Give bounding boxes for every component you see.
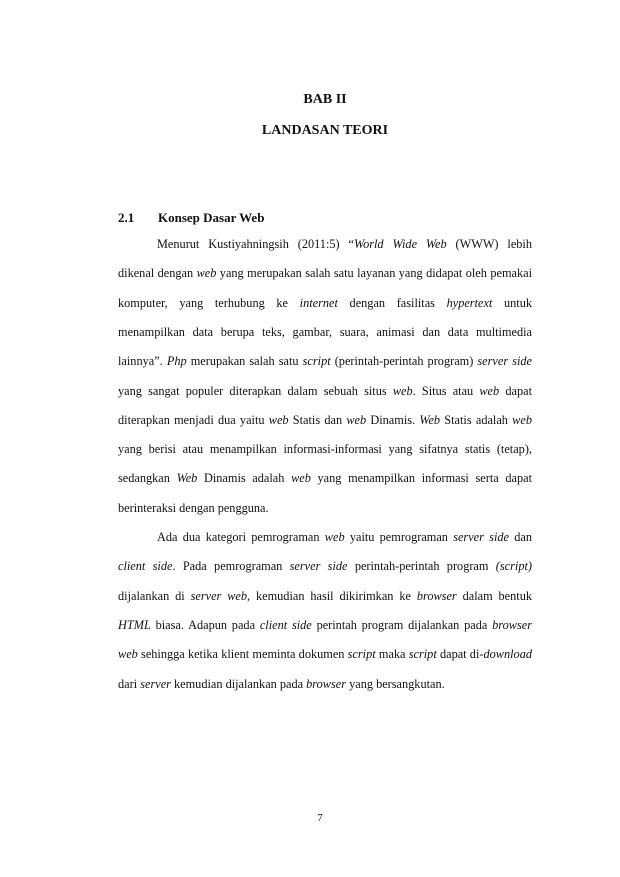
italic-term: browser bbox=[416, 588, 457, 603]
text-run: dan bbox=[508, 530, 532, 544]
text-run: perintah program dijalankan pada bbox=[311, 617, 493, 632]
italic-term: web bbox=[392, 383, 413, 398]
paragraph-1-line bbox=[118, 500, 532, 516]
text-run: maka bbox=[375, 647, 409, 662]
chapter-title: LANDASAN TEORI bbox=[261, 123, 389, 138]
italic-term: web bbox=[512, 412, 532, 427]
text-run: yang menampilkan informasi serta dapat bbox=[310, 471, 532, 486]
paragraph-1-line bbox=[118, 353, 532, 369]
section-number: 2.1 bbox=[118, 210, 135, 225]
italic-term: server side bbox=[477, 354, 533, 369]
text-run: dari bbox=[118, 676, 141, 691]
text-run: (perintah-perintah program) bbox=[330, 354, 478, 369]
paragraph-1-line bbox=[118, 383, 532, 399]
text-run: Ada dua kategori pemrograman bbox=[157, 530, 325, 544]
italic-term: download bbox=[483, 647, 532, 662]
text-run: dapat di- bbox=[436, 647, 484, 662]
paragraph-2-line bbox=[118, 676, 532, 692]
italic-term: client side bbox=[118, 559, 173, 574]
italic-term: Php bbox=[166, 354, 187, 369]
text-run: dikenal dengan bbox=[118, 266, 197, 281]
text-run: Menurut Kustiyahningsih (2011:5) “ bbox=[157, 237, 354, 251]
text-run: untuk bbox=[492, 295, 532, 310]
text-run: Statis adalah bbox=[440, 412, 513, 427]
italic-term: browser bbox=[492, 617, 533, 632]
text-run: diterapkan menjadi dua yaitu bbox=[118, 412, 269, 427]
text-run: . Situs atau bbox=[412, 383, 480, 398]
text-run: yang merupakan salah satu layanan yang didapat oleh pemakai bbox=[216, 266, 532, 281]
text-run: dijalankan di bbox=[118, 588, 191, 603]
paragraph-1-line bbox=[118, 265, 532, 281]
text-run: perintah-perintah program bbox=[347, 559, 496, 574]
chapter-number: BAB II bbox=[303, 92, 347, 107]
italic-term: client side bbox=[259, 617, 312, 632]
italic-term: internet bbox=[299, 295, 338, 310]
text-run: kemudian dijalankan pada bbox=[170, 676, 307, 691]
text-run: berinteraksi dengan pengguna. bbox=[118, 500, 269, 515]
paragraph-1-line bbox=[118, 324, 532, 340]
text-run: (WWW) lebih bbox=[446, 237, 532, 251]
italic-term: server side bbox=[453, 530, 509, 544]
italic-term: web bbox=[268, 412, 289, 427]
section-heading bbox=[118, 210, 264, 226]
text-run: , kemudian hasil dikirimkan ke bbox=[247, 588, 417, 603]
italic-term: web bbox=[118, 647, 138, 662]
paragraph-1-line bbox=[118, 295, 532, 311]
section-title: Konsep Dasar Web bbox=[158, 210, 265, 225]
italic-term: server side bbox=[289, 559, 348, 574]
italic-term: web bbox=[346, 412, 367, 427]
paragraph-2-line bbox=[157, 529, 532, 545]
italic-term: Web bbox=[419, 412, 441, 427]
paragraph-2-line bbox=[118, 558, 532, 574]
italic-term: web bbox=[196, 266, 217, 281]
text-run: yaitu pemrograman bbox=[344, 530, 454, 544]
text-run: yang bersangkutan. bbox=[346, 676, 445, 691]
paragraph-2-line bbox=[118, 617, 532, 633]
text-run: sedangkan bbox=[118, 471, 177, 486]
italic-term: server bbox=[140, 676, 171, 691]
italic-term: hypertext bbox=[446, 295, 493, 310]
italic-term: (script) bbox=[495, 559, 532, 574]
text-run: menampilkan data berupa teks, gambar, suara, animasi dan data multimedia bbox=[118, 324, 532, 339]
italic-term: World Wide Web bbox=[353, 237, 447, 251]
text-run: yang berisi atau menampilkan informasi-informasi yang sifatnya statis (tetap), bbox=[118, 442, 532, 457]
text-run: dapat bbox=[499, 383, 532, 398]
paragraph-2-line bbox=[118, 646, 532, 662]
text-run: Dinamis adalah bbox=[197, 471, 292, 486]
italic-term: script bbox=[302, 354, 331, 369]
italic-term: web bbox=[324, 530, 345, 544]
text-run: sehingga ketika klient meminta dokumen bbox=[137, 647, 348, 662]
italic-term: web bbox=[291, 471, 311, 486]
italic-term: Web bbox=[176, 471, 198, 486]
page-number: 7 bbox=[317, 812, 323, 824]
italic-term: script bbox=[408, 647, 437, 662]
text-run: . Pada pemrograman bbox=[172, 559, 290, 574]
text-run: dalam bentuk bbox=[456, 588, 532, 603]
italic-term: browser bbox=[306, 676, 347, 691]
text-run: biasa. Adapun pada bbox=[150, 617, 260, 632]
text-run: Statis dan bbox=[288, 412, 347, 427]
paragraph-1-line bbox=[118, 441, 532, 457]
paragraph-2-line bbox=[118, 588, 532, 604]
italic-term: HTML bbox=[118, 617, 151, 632]
text-run: komputer, yang terhubung ke bbox=[118, 295, 300, 310]
text-run: merupakan salah satu bbox=[186, 354, 303, 369]
paragraph-1-line bbox=[118, 470, 532, 486]
italic-term: web bbox=[479, 383, 500, 398]
paragraph-1-line bbox=[118, 412, 532, 428]
text-run: lainnya”. bbox=[118, 354, 167, 369]
text-run: dengan fasilitas bbox=[337, 295, 447, 310]
paragraph-1-line bbox=[157, 236, 532, 252]
text-run: yang sangat populer diterapkan dalam sebuah situs bbox=[118, 383, 393, 398]
italic-term: server web bbox=[190, 588, 248, 603]
italic-term: script bbox=[347, 647, 376, 662]
text-run: Dinamis. bbox=[366, 412, 420, 427]
